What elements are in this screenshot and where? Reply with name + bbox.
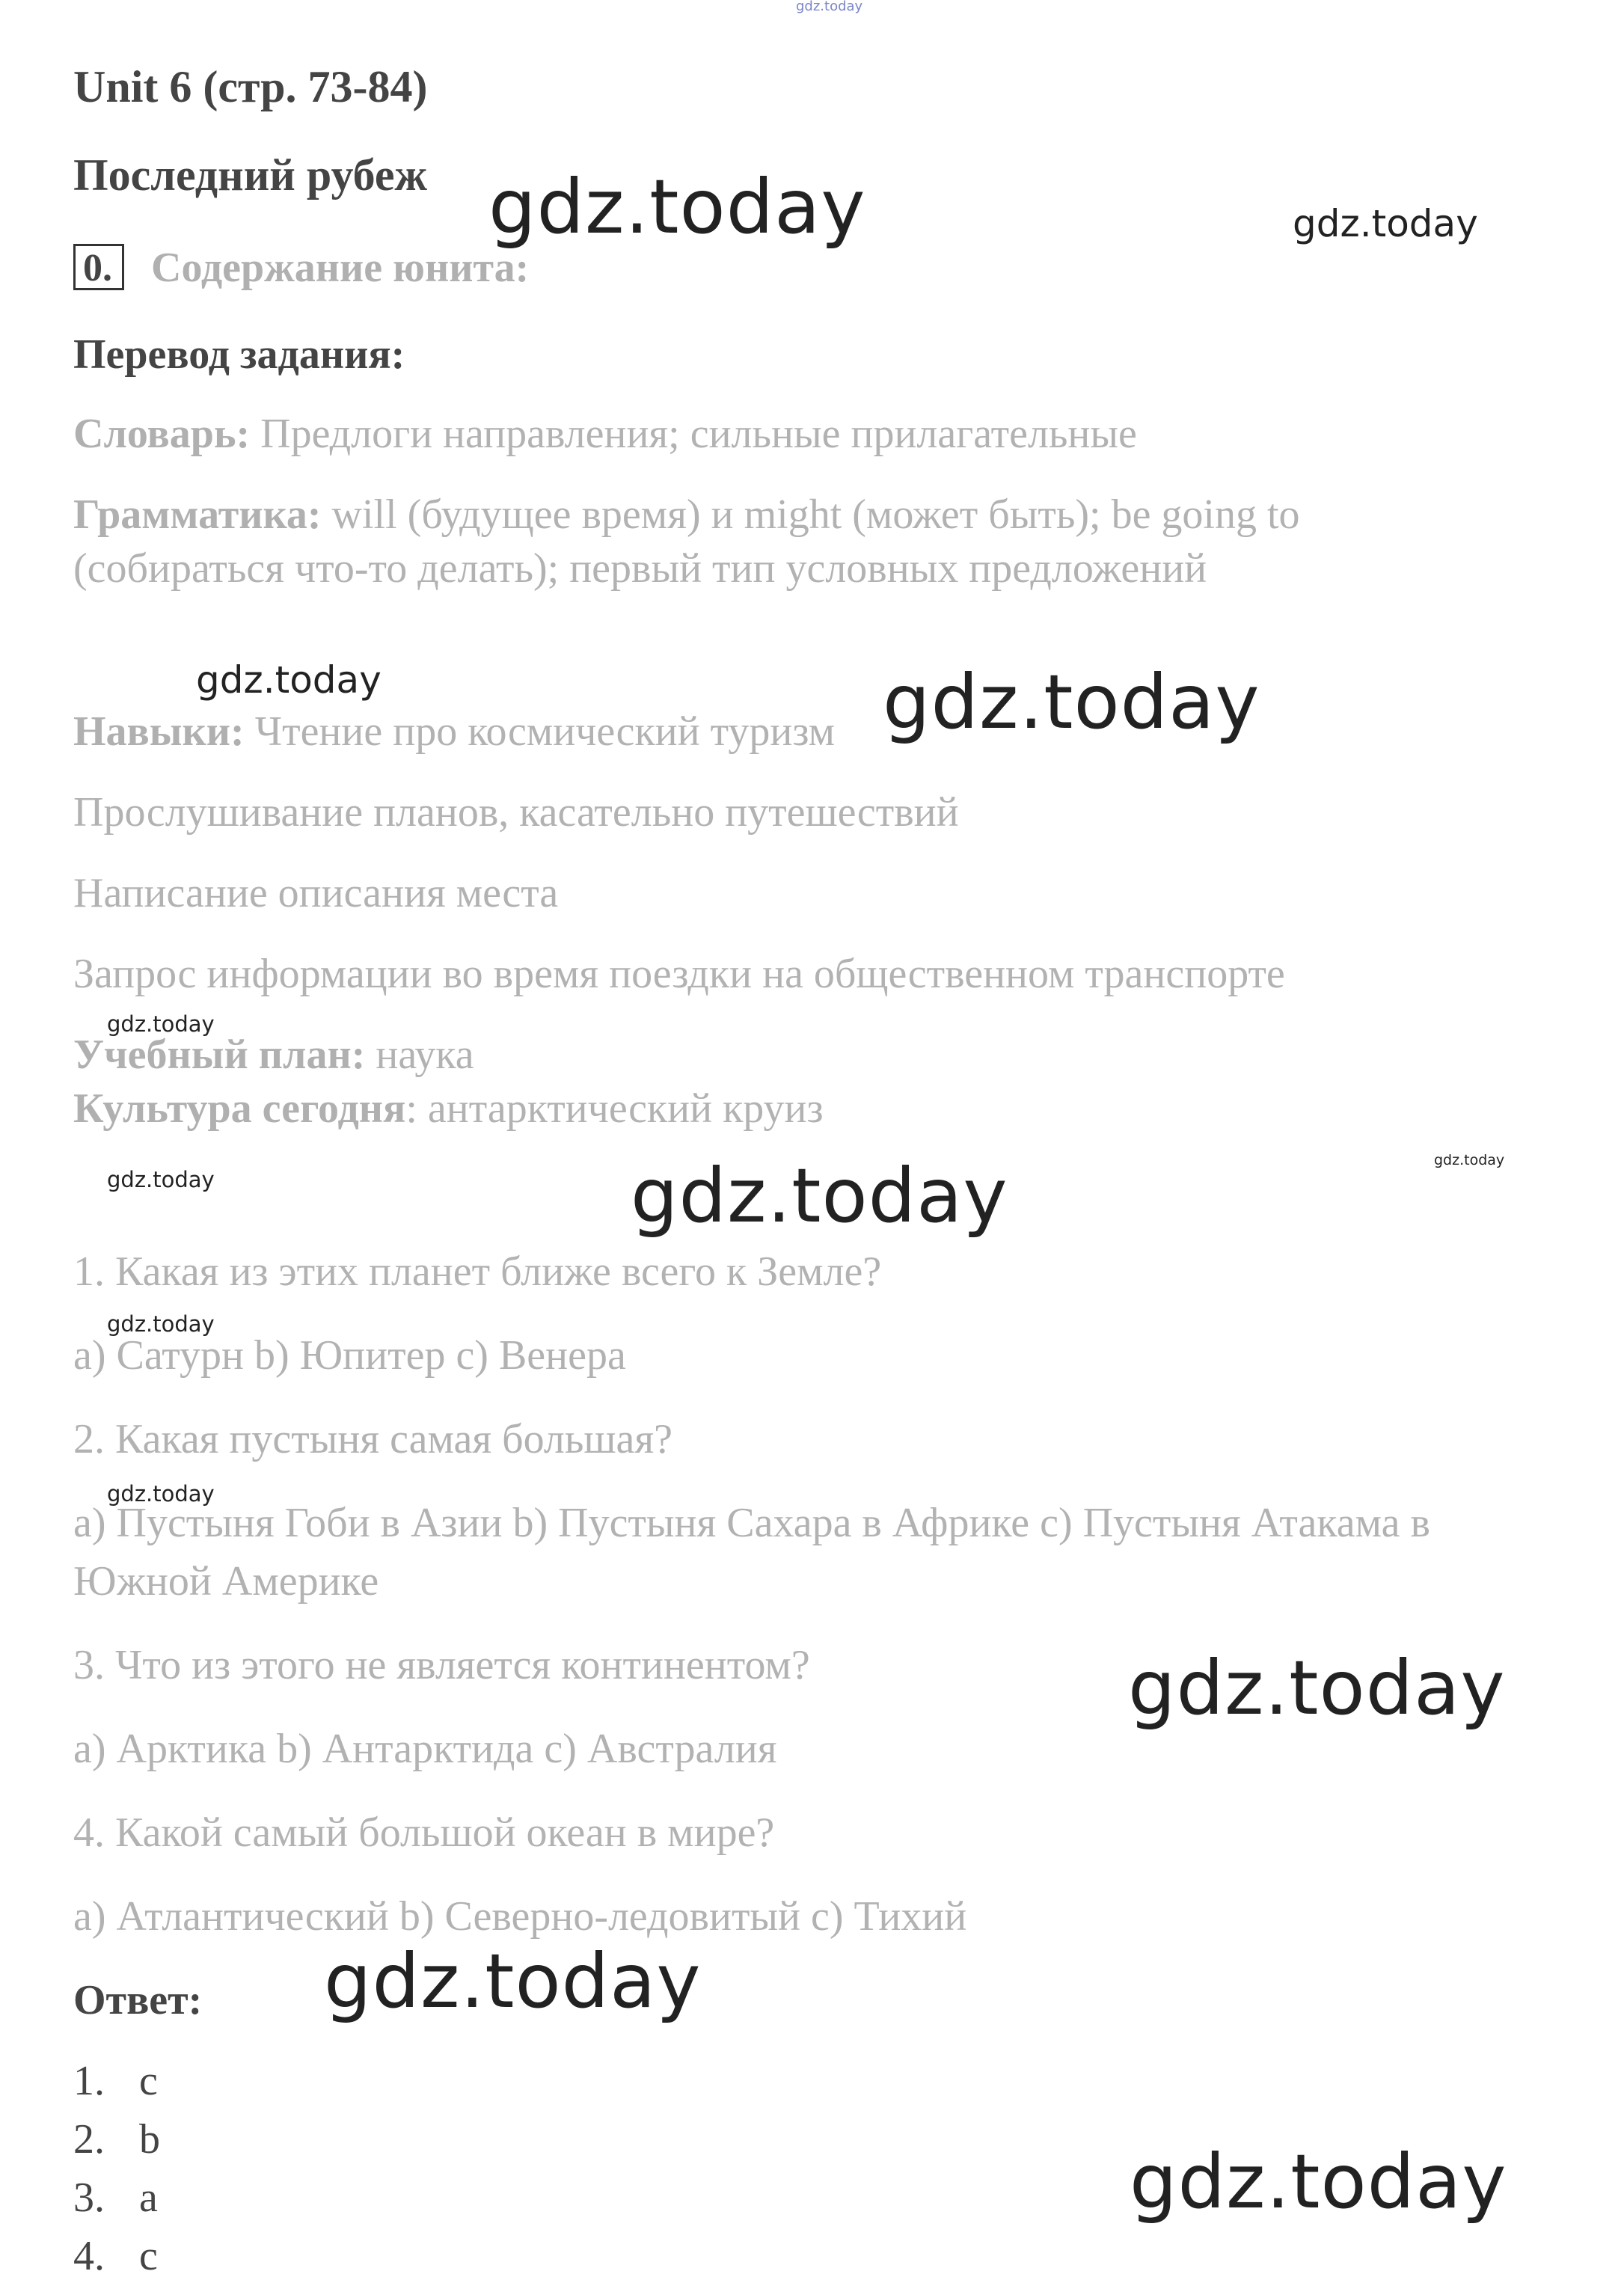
watermark: gdz.today xyxy=(196,658,382,702)
culture-text: : антарктический круиз xyxy=(405,1085,824,1132)
answer-item xyxy=(73,2057,158,2105)
quiz-question-4: 4. Какой самый большой океан в мире? xyxy=(73,1809,775,1856)
watermark: gdz.today xyxy=(107,1167,215,1192)
curriculum-line xyxy=(73,1031,474,1079)
culture-label: Культура сегодня xyxy=(73,1085,406,1132)
quiz-question-3: 3. Что из этого не является континентом? xyxy=(73,1642,810,1688)
watermark: gdz.today xyxy=(1128,1644,1506,1732)
answer-item xyxy=(73,2115,160,2163)
watermark: gdz.today xyxy=(1293,202,1478,245)
page-subtitle: Последний рубеж xyxy=(73,150,427,200)
watermark: gdz.today xyxy=(631,1152,1008,1239)
answer-value: b xyxy=(139,2116,160,2163)
quiz-options-2-cont: Южной Америке xyxy=(73,1558,379,1605)
quiz-options-2: a) Пустыня Гоби в Азии b) Пустыня Сахара в Африке c) Пустыня Атакама в xyxy=(73,1500,1430,1546)
answer-number: 2. xyxy=(73,2116,105,2163)
vocabulary-line xyxy=(73,410,1137,458)
watermark: gdz.today xyxy=(107,1311,215,1337)
watermark: gdz.today xyxy=(1434,1152,1505,1168)
answer-item xyxy=(73,2232,158,2280)
culture-line xyxy=(73,1085,824,1133)
skills-speaking: Запрос информации во время поездки на общественном транспорте xyxy=(73,951,1285,997)
vocabulary-label: Словарь: xyxy=(73,411,251,457)
vocabulary-text: Предлоги направления; сильные прилагательные xyxy=(250,411,1137,457)
quiz-options-1: a) Сатурн b) Юпитер c) Венера xyxy=(73,1332,626,1379)
section-number-box xyxy=(73,244,124,290)
quiz-question-2: 2. Какая пустыня самая большая? xyxy=(73,1416,672,1462)
grammar-label: Грамматика: xyxy=(73,491,322,538)
skills-writing: Написание описания места xyxy=(73,870,559,916)
section-title: Содержание юнита: xyxy=(151,245,530,291)
quiz-question-1: 1. Какая из этих планет ближе всего к Земле? xyxy=(73,1248,882,1295)
answer-number: 4. xyxy=(73,2233,105,2279)
quiz-options-3: a) Арктика b) Антарктида c) Австралия xyxy=(73,1726,777,1772)
answer-value: a xyxy=(139,2175,158,2221)
grammar-line-2: (собираться что-то делать); первый тип условных предложений xyxy=(73,545,1207,592)
skills-text: Чтение про космический туризм xyxy=(244,708,836,755)
watermark: gdz.today xyxy=(1130,2138,1507,2225)
skills-listening: Прослушивание планов, касательно путешествий xyxy=(73,789,959,836)
grammar-text: will (будущее время) и might (может быть); be going to xyxy=(321,491,1300,538)
skills-label: Навыки: xyxy=(73,708,245,755)
curriculum-label: Учебный план: xyxy=(73,1032,366,1078)
watermark: gdz.today xyxy=(883,658,1260,746)
section-number: 0. xyxy=(83,247,112,289)
answer-item xyxy=(73,2174,158,2222)
skills-line xyxy=(73,708,835,756)
watermark: gdz.today xyxy=(107,1481,215,1507)
watermark-top: gdz.today xyxy=(796,0,863,14)
answer-heading: Ответ: xyxy=(73,1977,203,2023)
answer-value: c xyxy=(139,2233,158,2279)
translation-heading: Перевод задания: xyxy=(73,331,405,378)
quiz-options-4: a) Атлантический b) Северно-ледовитый c) Тихий xyxy=(73,1893,967,1940)
curriculum-text: наука xyxy=(365,1032,474,1078)
answer-value: c xyxy=(139,2058,158,2104)
grammar-line-1 xyxy=(73,491,1300,539)
watermark: gdz.today xyxy=(107,1011,215,1037)
watermark: gdz.today xyxy=(488,163,866,251)
answer-number: 1. xyxy=(73,2058,105,2104)
answer-number: 3. xyxy=(73,2175,105,2221)
unit-title: Unit 6 (стр. 73-84) xyxy=(73,62,428,111)
watermark: gdz.today xyxy=(324,1937,702,2025)
